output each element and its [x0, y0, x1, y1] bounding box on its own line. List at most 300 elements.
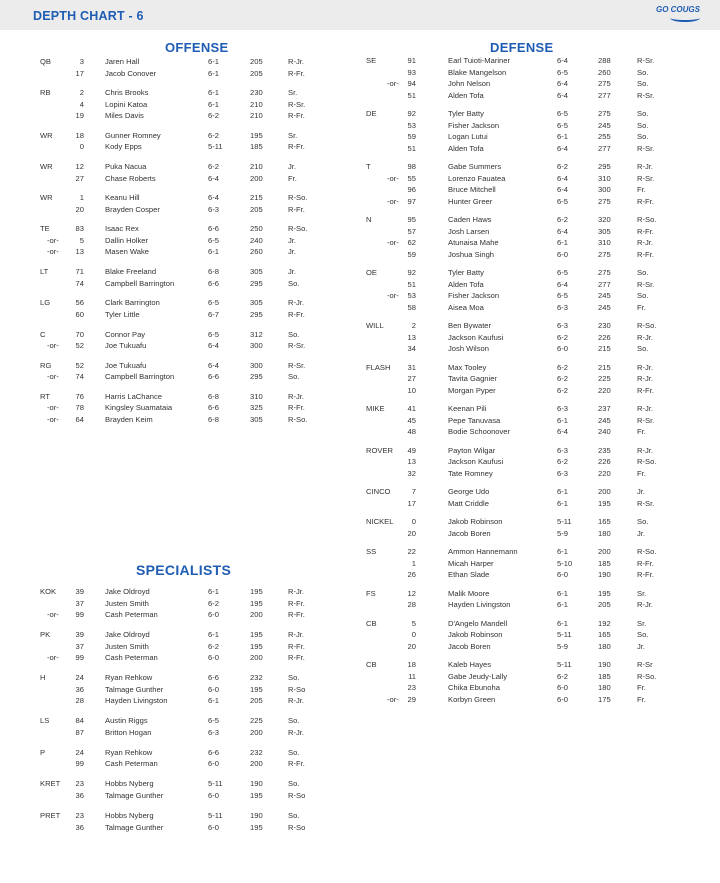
position-label: N — [366, 215, 372, 224]
player-class: R-Sr. — [288, 360, 306, 370]
player-name: Fisher Jackson — [448, 120, 500, 130]
player-row — [0, 237, 720, 249]
player-class: Fr. — [637, 683, 646, 692]
position-label: P — [40, 747, 46, 757]
player-class: R-Sr. — [637, 173, 655, 183]
player-class: Sr. — [288, 88, 298, 98]
player-name: Caden Haws — [448, 215, 492, 224]
player-weight: 165 — [598, 517, 611, 526]
player-weight: 220 — [598, 385, 611, 395]
player-weight: 305 — [250, 414, 263, 424]
player-class: R-Jr. — [288, 391, 305, 401]
player-row — [0, 249, 720, 261]
player-weight: 295 — [598, 162, 611, 171]
player-name: Ammon Hannemann — [448, 547, 518, 556]
jersey-number: 78 — [75, 403, 84, 413]
player-class: R-Jr. — [288, 57, 305, 66]
player-row — [0, 196, 720, 208]
player-name: Josh Wilson — [448, 344, 489, 353]
position-label: LG — [40, 298, 51, 308]
player-class: R-Sr. — [288, 99, 306, 109]
player-name: Hobbs Nyberg — [105, 811, 154, 821]
player-name: Masen Wake — [105, 247, 150, 257]
position-label: H — [40, 673, 46, 683]
player-row — [0, 108, 720, 120]
player-class: Fr. — [637, 468, 646, 478]
jersey-number: 92 — [407, 109, 416, 118]
player-row — [0, 810, 720, 822]
player-weight: 295 — [250, 309, 263, 319]
player-row — [0, 671, 720, 683]
player-height: 6-1 — [557, 588, 568, 598]
or-label: -or- — [387, 79, 399, 88]
player-class: Fr. — [288, 173, 297, 183]
player-height: 6-0 — [557, 249, 568, 259]
player-name: Cash Peterman — [105, 610, 158, 619]
player-height: 6-0 — [208, 610, 219, 619]
player-row — [0, 161, 720, 173]
player-class: R-Sr. — [637, 498, 655, 508]
position-label: PRET — [40, 811, 61, 821]
player-name: Jackson Kaufusi — [448, 332, 504, 342]
jersey-number: 13 — [407, 457, 416, 466]
player-height: 6-3 — [557, 445, 568, 455]
jersey-number: 95 — [407, 215, 416, 224]
jersey-number: 58 — [407, 302, 416, 312]
player-name: Blake Mangelson — [448, 67, 507, 77]
jersey-number: 20 — [75, 204, 84, 214]
player-name: Bodie Schoonover — [448, 427, 511, 436]
player-height: 6-1 — [557, 498, 568, 508]
player-class: R-Fr. — [288, 641, 305, 651]
player-name: Keanu Hill — [105, 193, 140, 203]
position-label: LS — [40, 716, 50, 726]
player-class: So. — [288, 716, 300, 726]
jersey-number: 24 — [75, 747, 84, 757]
jersey-number: 17 — [75, 68, 84, 78]
player-row — [0, 78, 720, 90]
player-height: 6-0 — [208, 822, 219, 832]
player-height: 6-1 — [208, 247, 219, 257]
player-weight: 260 — [598, 67, 611, 77]
jersey-number: 28 — [407, 600, 416, 609]
player-row — [0, 143, 720, 155]
player-row — [0, 747, 720, 759]
player-height: 6-2 — [208, 598, 219, 608]
player-name: Joe Tukuafu — [105, 360, 147, 370]
player-weight: 245 — [598, 415, 611, 425]
jersey-number: 1 — [411, 558, 416, 568]
player-row — [0, 343, 720, 355]
player-class: So. — [637, 67, 649, 77]
jersey-number: 17 — [407, 498, 416, 508]
jersey-number: 97 — [407, 196, 416, 206]
jersey-number: 26 — [407, 570, 416, 579]
player-class: R-So. — [288, 414, 308, 424]
player-class: R-Jr. — [637, 238, 654, 247]
player-class: R-Fr. — [637, 570, 654, 579]
jersey-number: 11 — [408, 671, 416, 681]
position-label: WR — [40, 162, 53, 172]
player-weight: 185 — [250, 142, 263, 152]
player-row — [0, 290, 720, 302]
player-name: Kingsley Suamataia — [105, 403, 173, 413]
player-name: Jake Oldroyd — [105, 630, 150, 640]
player-name: Joshua Singh — [448, 249, 495, 259]
header-bar — [0, 0, 720, 30]
player-row — [0, 456, 720, 468]
player-height: 6-2 — [557, 385, 568, 395]
player-height: 6-5 — [557, 268, 568, 277]
jersey-number: 2 — [411, 321, 416, 330]
player-height: 6-3 — [208, 204, 219, 214]
player-class: R-Sr. — [637, 143, 655, 153]
player-class: R-Fr. — [288, 653, 305, 663]
player-height: 6-4 — [557, 185, 568, 194]
position-label: C — [40, 329, 46, 339]
jersey-number: 51 — [407, 143, 416, 153]
position-group — [0, 659, 720, 705]
player-weight: 205 — [250, 696, 263, 706]
jersey-number: 23 — [75, 811, 84, 821]
player-height: 5-10 — [557, 558, 573, 568]
jersey-number: 87 — [75, 727, 84, 737]
player-weight: 200 — [250, 173, 263, 183]
player-name: Tate Romney — [448, 468, 493, 478]
player-name: Alden Tofa — [448, 143, 484, 153]
player-class: So. — [288, 278, 300, 288]
player-height: 5-11 — [208, 779, 223, 789]
jersey-number: 12 — [407, 588, 416, 598]
position-label: CB — [366, 660, 377, 669]
player-height: 6-1 — [557, 415, 568, 425]
jersey-number: 0 — [411, 517, 416, 526]
player-class: So. — [637, 120, 649, 130]
player-name: Austin Riggs — [105, 716, 148, 726]
player-height: 6-4 — [557, 90, 568, 100]
player-weight: 195 — [250, 822, 263, 832]
player-row — [0, 426, 720, 438]
player-weight: 195 — [250, 130, 263, 140]
player-weight: 195 — [250, 790, 263, 800]
player-name: Justen Smith — [105, 641, 149, 651]
player-weight: 215 — [598, 362, 611, 372]
player-height: 6-5 — [208, 716, 219, 726]
position-group — [0, 588, 720, 611]
player-height: 6-0 — [557, 694, 568, 704]
player-class: Jr. — [288, 235, 297, 245]
player-row — [0, 682, 720, 694]
player-class: Sr. — [637, 618, 647, 628]
position-label: OE — [366, 268, 377, 277]
player-name: Bruce Mitchell — [448, 185, 496, 194]
player-class: Jr. — [637, 487, 646, 496]
jersey-number: 74 — [75, 278, 84, 288]
player-weight: 240 — [250, 235, 263, 245]
player-row — [0, 90, 720, 102]
player-height: 6-6 — [208, 372, 219, 382]
player-name: Ben Bywater — [448, 321, 492, 330]
position-label: PK — [40, 630, 51, 640]
player-weight: 275 — [598, 79, 611, 88]
jersey-number: 39 — [75, 587, 84, 596]
jersey-number: 10 — [407, 385, 416, 395]
position-label: SE — [366, 56, 377, 65]
player-row — [0, 588, 720, 600]
player-weight: 230 — [598, 321, 611, 330]
player-name: Payton Wilgar — [448, 445, 496, 455]
jersey-number: 53 — [407, 120, 416, 130]
player-row — [0, 279, 720, 291]
position-group — [0, 778, 720, 801]
jersey-number: 20 — [407, 528, 416, 538]
player-name: Talmage Gunther — [105, 790, 164, 800]
player-name: Tavita Gagnier — [448, 374, 497, 383]
player-height: 6-1 — [208, 587, 219, 596]
player-name: Jakob Robinson — [448, 517, 503, 526]
player-weight: 232 — [250, 673, 263, 683]
player-height: 6-3 — [557, 404, 568, 413]
logo-text: GO COUGS — [655, 5, 700, 14]
player-height: 6-6 — [208, 224, 219, 234]
player-class: R-Fr. — [637, 196, 654, 206]
player-weight: 190 — [598, 570, 611, 579]
player-class: So. — [288, 673, 300, 683]
player-row — [0, 546, 720, 558]
player-weight: 275 — [598, 109, 611, 118]
player-class: So. — [288, 329, 300, 339]
player-height: 6-2 — [557, 362, 568, 372]
jersey-number: 22 — [407, 547, 416, 556]
position-group — [0, 55, 720, 101]
jersey-number: 98 — [407, 162, 416, 171]
player-class: R-Jr. — [637, 374, 654, 383]
jersey-number: 12 — [75, 162, 84, 172]
player-height: 6-0 — [208, 759, 219, 769]
player-height: 6-3 — [557, 302, 568, 312]
player-weight: 190 — [250, 779, 263, 789]
player-class: R-So — [288, 790, 306, 800]
player-name: Ryan Rehkow — [105, 747, 153, 757]
position-label: WR — [40, 193, 53, 203]
player-height: 6-2 — [557, 671, 568, 681]
jersey-number: 36 — [75, 822, 84, 832]
position-label: SS — [366, 547, 377, 556]
player-weight: 310 — [250, 391, 263, 401]
position-label: RT — [40, 391, 50, 401]
jersey-number: 99 — [75, 759, 84, 769]
player-height: 5-11 — [208, 142, 223, 152]
player-row — [0, 302, 720, 314]
player-class: R-Sr. — [288, 341, 306, 350]
player-height: 6-1 — [208, 68, 219, 78]
player-weight: 165 — [598, 630, 611, 639]
player-height: 6-6 — [208, 403, 219, 413]
player-name: Logan Lutui — [448, 132, 488, 141]
player-class: R-Sr. — [637, 415, 655, 425]
jersey-number: 37 — [75, 598, 84, 608]
player-weight: 310 — [598, 238, 611, 247]
jersey-number: 51 — [407, 279, 416, 289]
position-group — [0, 486, 720, 509]
player-row — [0, 778, 720, 790]
jersey-number: 0 — [79, 142, 84, 152]
player-class: R-Jr. — [637, 600, 654, 609]
player-name: Tyler Little — [105, 309, 140, 319]
or-label: -or- — [387, 291, 399, 300]
player-row — [0, 120, 720, 132]
jersey-number: 74 — [75, 372, 84, 382]
or-label: -or- — [47, 341, 59, 350]
player-name: Alden Tofa — [448, 279, 484, 289]
player-height: 6-3 — [208, 727, 219, 737]
position-label: WR — [40, 130, 53, 140]
player-height: 6-1 — [557, 132, 568, 141]
player-weight: 190 — [598, 660, 611, 669]
team-logo — [656, 6, 700, 22]
player-class: R-Jr. — [288, 587, 305, 596]
player-height: 6-4 — [557, 143, 568, 153]
player-row — [0, 184, 720, 196]
player-weight: 180 — [598, 683, 611, 692]
player-height: 6-6 — [208, 673, 219, 683]
player-weight: 205 — [250, 68, 263, 78]
position-group — [0, 403, 720, 438]
player-name: Tyler Batty — [448, 268, 484, 277]
player-weight: 235 — [598, 445, 611, 455]
jersey-number: 1 — [79, 193, 84, 203]
player-name: Dallin Holker — [105, 235, 149, 245]
jersey-number: 52 — [75, 360, 84, 370]
player-name: Connor Pay — [105, 329, 146, 339]
player-name: Brayden Cosper — [105, 204, 160, 214]
position-label: RB — [40, 88, 51, 98]
player-weight: 200 — [250, 759, 263, 769]
player-row — [0, 403, 720, 415]
player-row — [0, 822, 720, 834]
player-weight: 300 — [250, 360, 263, 370]
player-weight: 320 — [598, 215, 611, 224]
player-name: Joe Tukuafu — [105, 341, 147, 350]
position-label: KRET — [40, 779, 61, 789]
player-height: 6-4 — [208, 173, 219, 183]
player-class: R-Jr. — [637, 445, 654, 455]
player-weight: 200 — [250, 653, 263, 663]
player-name: Jaren Hall — [105, 57, 140, 66]
player-class: R-Fr. — [288, 759, 305, 769]
player-row — [0, 267, 720, 279]
player-weight: 195 — [250, 598, 263, 608]
position-label: T — [366, 162, 371, 171]
player-weight: 300 — [250, 341, 263, 350]
player-height: 6-6 — [208, 747, 219, 757]
player-class: R-So. — [637, 457, 657, 466]
player-height: 6-1 — [557, 618, 568, 628]
player-name: Hayden Livingston — [448, 600, 511, 609]
player-row — [0, 715, 720, 727]
player-name: Max Tooley — [448, 362, 487, 372]
player-class: Jr. — [288, 267, 297, 277]
jersey-number: 18 — [75, 130, 84, 140]
or-label: -or- — [47, 414, 59, 424]
player-weight: 300 — [598, 185, 611, 194]
position-label: KOK — [40, 587, 57, 596]
jersey-number: 41 — [407, 404, 416, 413]
player-name: Gabe Summers — [448, 162, 502, 171]
player-name: Lopini Katoa — [105, 99, 148, 109]
jersey-number: 57 — [407, 226, 416, 236]
player-height: 6-5 — [557, 67, 568, 77]
player-weight: 305 — [598, 226, 611, 236]
player-height: 5-11 — [208, 811, 223, 821]
player-class: Fr. — [637, 427, 646, 436]
player-height: 6-1 — [208, 696, 219, 706]
player-weight: 277 — [598, 279, 611, 289]
player-height: 6-2 — [208, 130, 219, 140]
player-name: Jackson Kaufusi — [448, 457, 504, 466]
player-weight: 180 — [598, 528, 611, 538]
player-class: R-Jr. — [637, 362, 654, 372]
player-name: Chris Brooks — [105, 88, 149, 98]
player-name: Ethan Slade — [448, 570, 490, 579]
player-name: Lorenzo Fauatea — [448, 173, 506, 183]
jersey-number: 3 — [79, 57, 84, 66]
player-height: 6-3 — [557, 468, 568, 478]
player-class: Fr. — [637, 302, 646, 312]
player-class: Jr. — [288, 247, 297, 257]
player-name: Malik Moore — [448, 588, 490, 598]
player-weight: 325 — [250, 403, 263, 413]
player-class: So. — [637, 109, 649, 118]
position-label: TE — [40, 224, 50, 234]
player-weight: 310 — [598, 173, 611, 183]
player-weight: 185 — [598, 671, 611, 681]
player-height: 6-2 — [208, 641, 219, 651]
player-height: 6-1 — [557, 238, 568, 247]
jersey-number: 5 — [79, 235, 84, 245]
player-class: R-Fr. — [288, 142, 305, 152]
player-height: 6-4 — [557, 56, 568, 65]
player-class: Fr. — [637, 694, 646, 704]
player-class: R-Jr. — [288, 298, 305, 308]
jersey-number: 27 — [75, 173, 84, 183]
or-label: -or- — [47, 247, 59, 257]
player-height: 5-11 — [557, 517, 572, 526]
player-row — [0, 131, 720, 143]
player-height: 6-4 — [208, 360, 219, 370]
player-height: 6-2 — [557, 374, 568, 383]
player-weight: 295 — [250, 278, 263, 288]
player-height: 6-4 — [557, 279, 568, 289]
jersey-number: 48 — [407, 427, 416, 436]
player-weight: 295 — [250, 372, 263, 382]
player-class: R-So — [288, 822, 306, 832]
player-name: Britton Hogan — [105, 727, 152, 737]
player-row — [0, 415, 720, 427]
player-weight: 275 — [598, 268, 611, 277]
player-weight: 225 — [250, 716, 263, 726]
jersey-number: 39 — [75, 630, 84, 640]
player-name: Brayden Keim — [105, 414, 153, 424]
jersey-number: 19 — [75, 111, 84, 121]
jersey-number: 28 — [75, 696, 84, 706]
jersey-number: 91 — [407, 56, 416, 65]
player-weight: 210 — [250, 162, 263, 172]
player-height: 5-11 — [557, 660, 572, 669]
player-weight: 220 — [598, 468, 611, 478]
defense-depth-chart — [0, 55, 720, 712]
jersey-number: 20 — [407, 641, 416, 651]
